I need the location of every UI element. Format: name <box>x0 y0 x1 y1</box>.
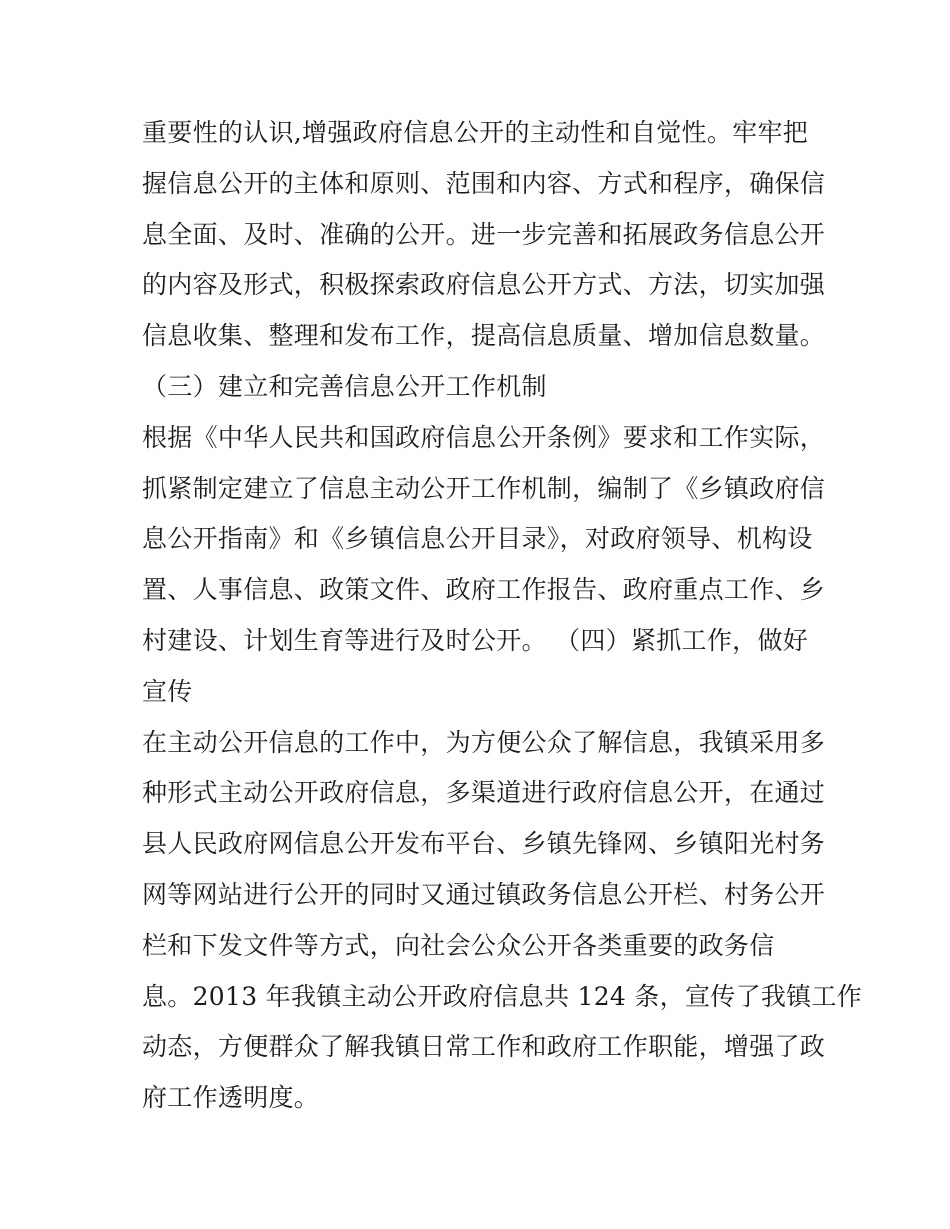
text-line: 握信息公开的主体和原则、范围和内容、方式和程序，确保信 <box>142 168 826 198</box>
text-line: 的内容及形式，积极探索政府信息公开方式、方法，切实加强 <box>142 270 826 300</box>
text-line: 信息收集、整理和发布工作，提高信息质量、增加信息数量。 <box>142 321 826 351</box>
text-line: 根据《中华人民共和国政府信息公开条例》要求和工作实际， <box>142 422 826 452</box>
text-line: 置、人事信息、政策文件、政府工作报告、政府重点工作、乡 <box>142 575 826 605</box>
text-line: 府工作透明度。 <box>142 1083 320 1113</box>
text-line: 息全面、及时、准确的公开。进一步完善和拓展政务信息公开 <box>142 219 826 249</box>
document-body <box>142 108 863 1124</box>
text-line: 栏和下发文件等方式，向社会公众公开各类重要的政务信 <box>142 930 775 960</box>
text-line: 县人民政府网信息公开发布平台、乡镇先锋网、乡镇阳光村务 <box>142 829 826 859</box>
text-line: 重要性的认识,增强政府信息公开的主动性和自觉性。牢牢把 <box>142 118 809 147</box>
text-line: 网等网站进行公开的同时又通过镇政务信息公开栏、村务公开 <box>142 879 826 909</box>
text-line: 在主动公开信息的工作中，为方便公众了解信息，我镇采用多 <box>142 727 826 757</box>
section-heading-4-continued: 宣传 <box>142 676 193 706</box>
text-line: 息。2013 年我镇主动公开政府信息共 124 条，宣传了我镇工作 <box>142 981 863 1011</box>
text-line: 息公开指南》和《乡镇信息公开目录》，对政府领导、机构设 <box>142 524 813 554</box>
text-line: 种形式主动公开政府信息，多渠道进行政府信息公开，在通过 <box>142 778 826 808</box>
text-line: 村建设、计划生育等进行及时公开。 （四）紧抓工作，做好 <box>142 625 809 655</box>
section-heading-3: （三）建立和完善信息公开工作机制 <box>142 371 547 401</box>
text-line: 抓紧制定建立了信息主动公开工作机制，编制了《乡镇政府信 <box>142 473 826 503</box>
text-line: 动态，方便群众了解我镇日常工作和政府工作职能，增强了政 <box>142 1032 826 1062</box>
